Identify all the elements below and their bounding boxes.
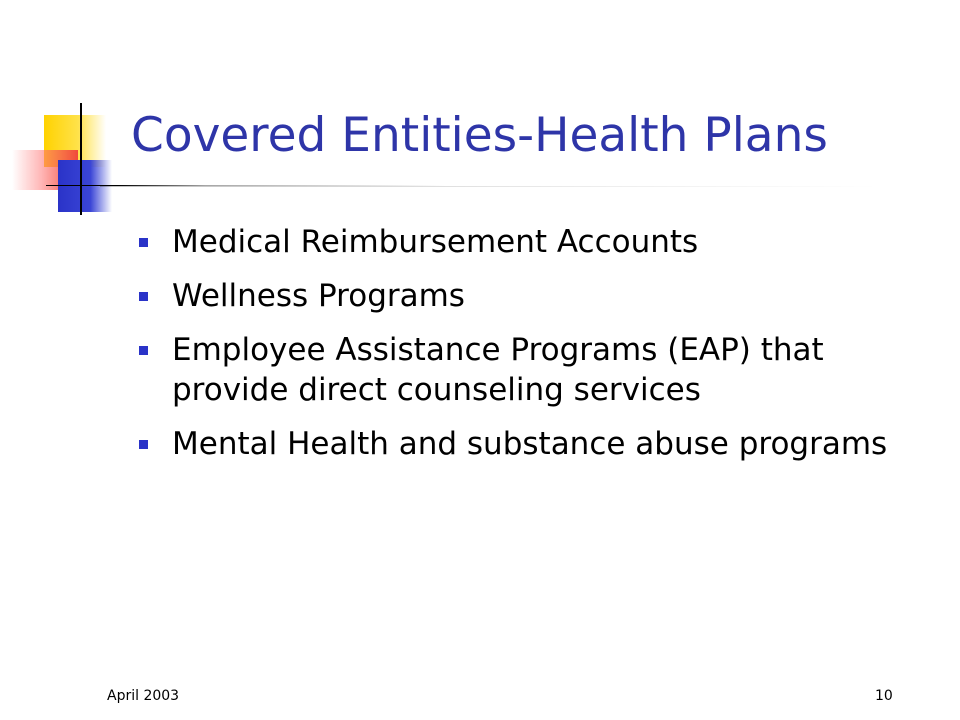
square-bullet-icon — [139, 346, 148, 355]
title-underline — [100, 186, 880, 187]
footer-date: April 2003 — [107, 688, 180, 704]
bullet-list — [135, 222, 925, 478]
bullet-text: Medical Reimbursement Accounts — [172, 224, 699, 260]
bullet-text: Employee Assistance Programs (EAP) that provide direct counseling services — [172, 332, 824, 408]
bullet-text: Wellness Programs — [172, 278, 465, 314]
bullet-item — [135, 222, 925, 262]
bullet-item — [135, 424, 925, 464]
bullet-text: Mental Health and substance abuse programs — [172, 426, 888, 462]
bullet-item — [135, 276, 925, 316]
page-number: 10 — [875, 688, 893, 704]
bullet-item — [135, 330, 925, 410]
slide-title: Covered Entities-Health Plans — [131, 108, 828, 163]
square-bullet-icon — [139, 238, 148, 247]
decorative-vertical-line — [80, 103, 82, 215]
square-bullet-icon — [139, 440, 148, 449]
square-bullet-icon — [139, 292, 148, 301]
